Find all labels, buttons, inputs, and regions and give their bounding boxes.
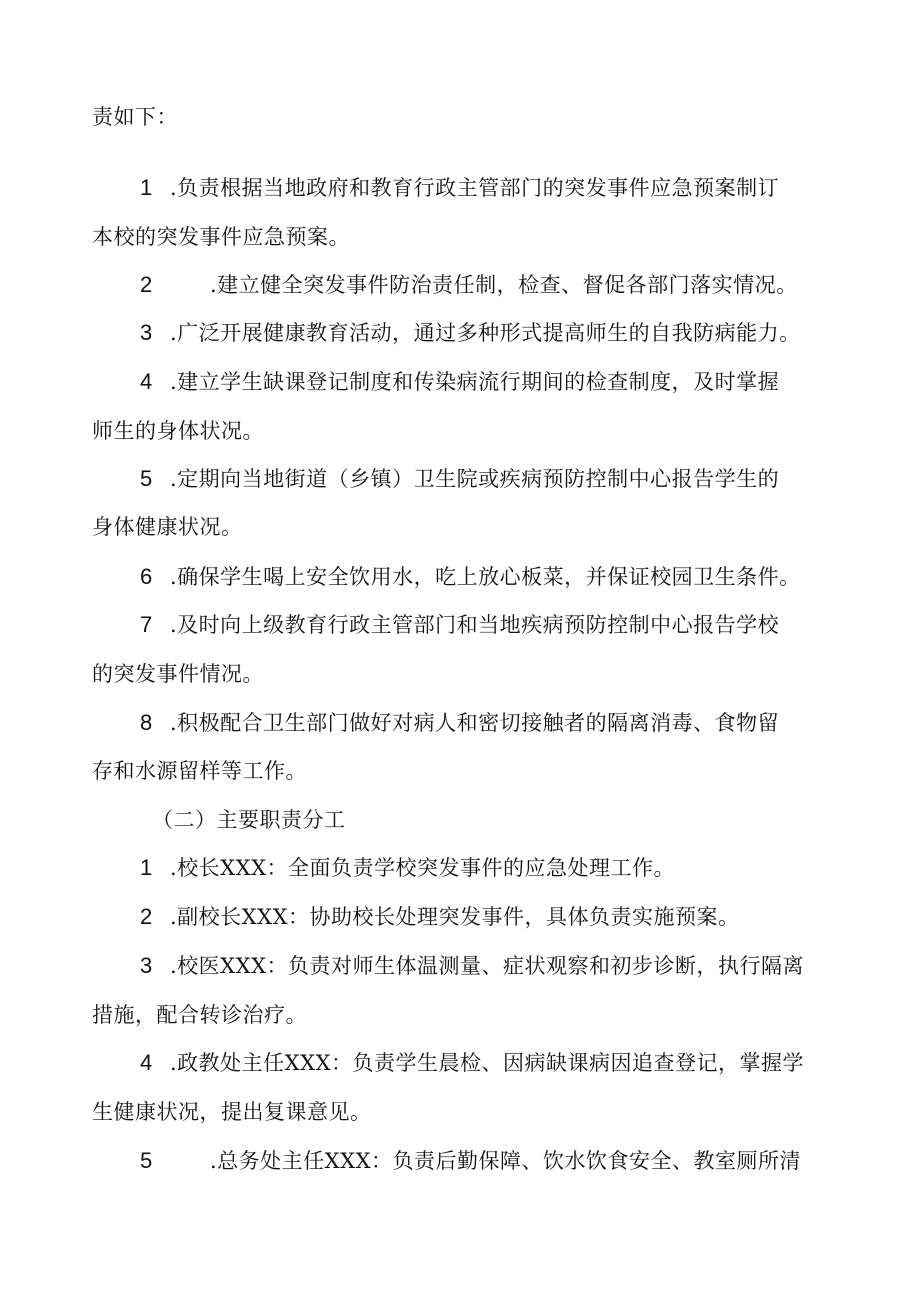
list-item <box>140 1048 804 1078</box>
list-item <box>140 708 779 738</box>
line-text: 的突发事件情况。 <box>92 662 264 686</box>
item-number: 3 <box>140 953 153 978</box>
line-text: .校医XXX：负责对师生体温测量、症状观察和初步诊断，执行隔离 <box>170 954 805 978</box>
item-number: 3 <box>140 320 153 345</box>
list-item <box>140 270 798 300</box>
line-text: .总务处主任XXX：负责后勤保障、饮水饮食安全、教室厕所清 <box>210 1149 802 1173</box>
item-number: 1 <box>140 175 153 200</box>
item-number: 4 <box>140 369 153 394</box>
list-item <box>140 318 801 348</box>
text-line <box>92 102 178 132</box>
item-number: 2 <box>140 904 153 929</box>
line-text: .确保学生喝上安全饮用水，吃上放心板菜，并保证校园卫生条件。 <box>170 565 801 589</box>
line-text: .建立健全突发事件防治责任制，检查、督促各部门落实情况。 <box>210 273 798 297</box>
list-item <box>140 367 779 397</box>
item-number: 5 <box>140 1148 153 1173</box>
line-text: 存和水源留样等工作。 <box>92 759 307 783</box>
text-line <box>92 756 307 786</box>
text-line <box>92 512 243 542</box>
line-text: .积极配合卫生部门做好对病人和密切接触者的隔离消毒、食物留 <box>170 711 780 735</box>
line-text: 生健康状况，提出复课意见。 <box>92 1100 372 1124</box>
line-text: 师生的身体状况。 <box>92 419 264 443</box>
list-item <box>140 610 779 640</box>
text-line <box>92 659 264 689</box>
line-text: .负责根据当地政府和教育行政主管部门的突发事件应急预案制订 <box>170 176 780 200</box>
line-text: .副校长XXX：协助校长处理突发事件，具体负责实施预案。 <box>170 905 740 929</box>
heading-text: （二）主要职责分工 <box>152 808 346 832</box>
text-line <box>92 416 264 446</box>
line-text: .及时向上级教育行政主管部门和当地疾病预防控制中心报告学校 <box>170 613 780 637</box>
list-item <box>140 1146 801 1176</box>
text-line <box>92 1097 372 1127</box>
line-text: 本校的突发事件应急预案。 <box>92 225 350 249</box>
item-number: 1 <box>140 855 153 880</box>
list-item <box>140 173 779 203</box>
item-number: 6 <box>140 564 153 589</box>
item-number: 2 <box>140 272 153 297</box>
line-text: 措施，配合转诊治疗。 <box>92 1003 307 1027</box>
line-text: .定期向当地街道（乡镇）卫生院或疾病预防控制中心报告学生的 <box>170 467 780 491</box>
line-text: .政教处主任XXX：负责学生晨检、因病缺课病因追查登记，掌握学 <box>170 1051 805 1075</box>
text-line <box>92 1000 307 1030</box>
item-number: 7 <box>140 612 153 637</box>
list-item <box>140 951 804 981</box>
line-text: .建立学生缺课登记制度和传染病流行期间的检查制度，及时掌握 <box>170 370 780 394</box>
line-text: .校长XXX：全面负责学校突发事件的应急处理工作。 <box>170 856 676 880</box>
line-text: 责如下： <box>92 105 178 129</box>
line-text: 身体健康状况。 <box>92 515 243 539</box>
line-text: .广泛开展健康教育活动，通过多种形式提高师生的自我防病能力。 <box>170 321 801 345</box>
list-item <box>140 853 675 883</box>
item-number: 4 <box>140 1050 153 1075</box>
list-item <box>140 464 779 494</box>
item-number: 8 <box>140 710 153 735</box>
text-line <box>92 222 350 252</box>
section-heading <box>152 805 346 835</box>
item-number: 5 <box>140 466 153 491</box>
list-item <box>140 902 740 932</box>
list-item <box>140 562 801 592</box>
